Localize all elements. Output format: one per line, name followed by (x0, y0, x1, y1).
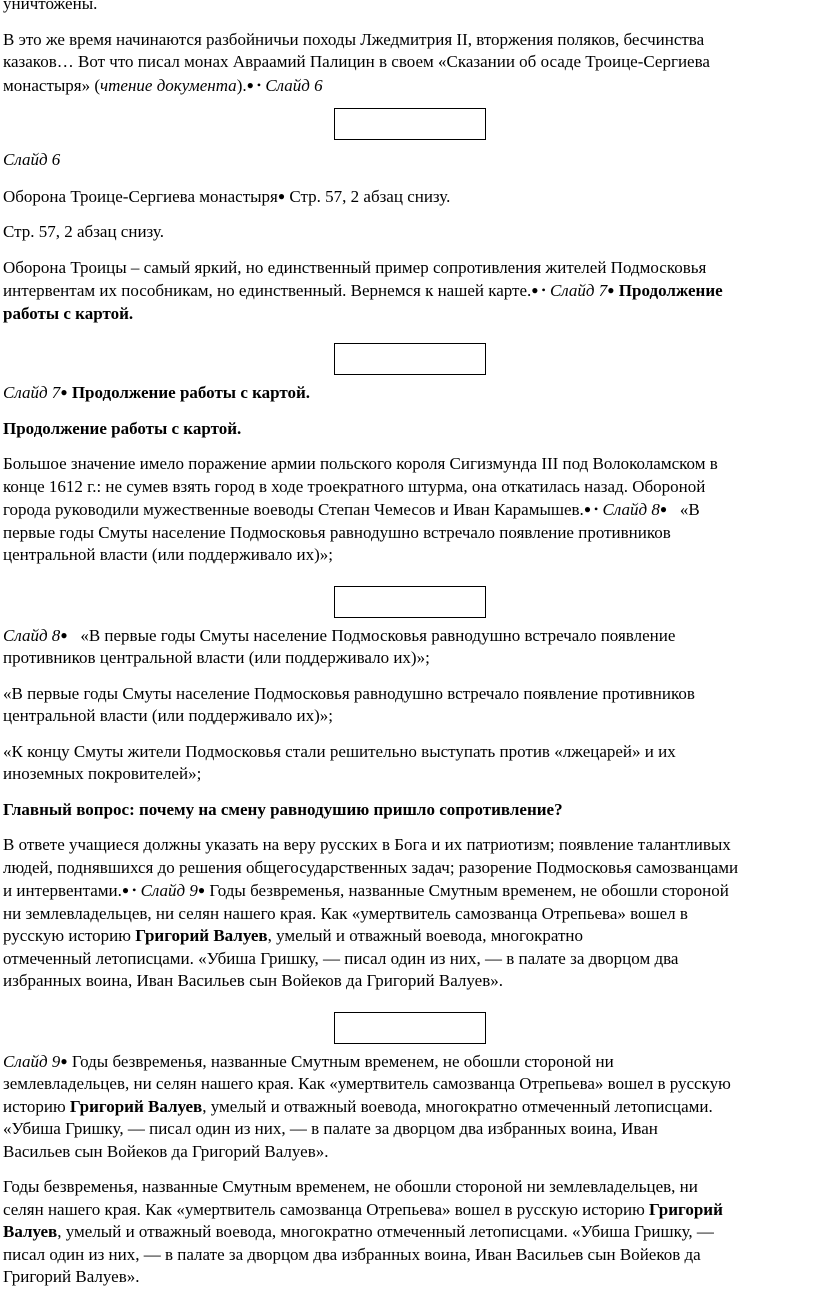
slide-placeholder-box (334, 586, 486, 618)
text-line: центральной власти (или поддерживало их)»; (3, 545, 334, 564)
bold-text: Продолжение (618, 281, 723, 300)
paragraph-answer (3, 834, 804, 993)
text-line: и интервентами. (3, 881, 122, 900)
text-line: «Убиша Гришку, — писал один из них, — в палате за дворцом два избранных воина, Иван (3, 1119, 658, 1138)
slide-label: Слайд 7 (3, 383, 61, 402)
paragraph-page-ref (3, 221, 804, 244)
text-line: ни землевладельцев, ни селян нашего края. Как «умертвитель самозванца Отрепьева» вошел в (3, 903, 688, 923)
slide-label: Слайд 9 (140, 881, 198, 900)
slide-placeholder-box (334, 1012, 486, 1044)
text-line: монастыря» ( (3, 75, 101, 95)
bold-text: Григорий (649, 1199, 723, 1219)
bullet-icon: ● • (531, 283, 546, 297)
text-line: Григорий Валуев». (3, 1267, 140, 1286)
bold-text: Валуев (3, 1222, 58, 1241)
italic-note: чтение документа (100, 75, 237, 95)
text-line: людей, поднявшихся до решения общегосударственных задач; разорение Подмосковья самозванцами (3, 857, 739, 877)
paragraph-map-heading (3, 418, 804, 441)
text-line: Стр. 57, 2 абзац снизу. (289, 186, 451, 206)
bold-text: Григорий Валуев (69, 1096, 203, 1116)
bullet-icon: ● • (121, 883, 137, 897)
text-line: , умелый и отважный воевода, многократно (267, 926, 583, 945)
bullet-icon: ● • (583, 502, 599, 516)
text-line: «К концу Смуты жители Подмосковья стали решительно выступать против «лжецарей» и их (3, 741, 676, 761)
text-line: Годы безвременья, названные Смутным временем, не обошли стороной (209, 881, 729, 900)
text-line: первые годы Смуты население Подмосковья равнодушно встречало появление противников (3, 522, 671, 542)
bold-text: Продолжение работы с картой. (3, 418, 242, 438)
text-line: В это же время начинаются разбойничьи походы Лжедмитрия II, вторжения поляков, бесчинства (3, 29, 705, 49)
text-line: интервентам их пособникам, но единственный. Вернемся к нашей карте. (3, 281, 532, 300)
text-line: Васильев сын Войеков да Григорий Валуев». (3, 1141, 329, 1161)
text-line: «В первые годы Смуты население Подмосковья равнодушно встречало появление (80, 625, 676, 645)
slide-9-paragraph (3, 1050, 804, 1164)
text-line: Большое значение имело поражение армии польского короля Сигизмунда III под Волоколамском в (3, 454, 718, 473)
text-line: , умелый и отважный воевода, многократно отмеченный летописцами. (202, 1096, 713, 1116)
text-line: центральной власти (или поддерживало их)»; (3, 706, 334, 725)
paragraph-volokolamsk (3, 453, 804, 567)
slide-label: Слайд 8 (3, 625, 61, 645)
slide-label: Слайд 6 (265, 75, 323, 95)
paragraph-intro-end (3, 0, 804, 16)
bullet-icon: ● (607, 283, 615, 297)
paragraph-trinity (3, 257, 804, 326)
bullet-icon: ● (277, 188, 286, 203)
text-line: «В (679, 500, 700, 519)
bullet-icon: ● (197, 883, 206, 897)
bullet-icon: ● (60, 627, 68, 642)
text-line: «В первые годы Смуты население Подмосковья равнодушно встречало появление противников (3, 683, 695, 703)
text-line: Годы безвременья, названные Смутным временем, не обошли стороной ни землевладельцев, ни (3, 1177, 698, 1196)
text-line: города руководили мужественные воеводы Степан Чемесов и Иван Карамышев. (3, 500, 584, 519)
bullet-icon: ● (60, 1053, 68, 1068)
text-line: ). (236, 75, 247, 95)
slide-8-paragraph (3, 624, 804, 670)
bold-text: работы с картой. (3, 303, 134, 323)
slide-label: Слайд 6 (3, 150, 61, 169)
text-line: иноземных покровителей»; (3, 764, 202, 783)
text-line: В ответе учащиеся должны указать на веру русских в Бога и их патриотизм; появление талантливых (3, 835, 731, 854)
slide-placeholder-box (334, 343, 486, 375)
bold-text: Продолжение работы с картой. (71, 383, 311, 402)
text-line: Оборона Троице-Сергиева монастыря (3, 186, 278, 206)
text-line: землевладельцев, ни селян нашего края. Как «умертвитель самозванца Отрепьева» вошел в русскую (3, 1074, 731, 1093)
text-line: избранных воина, Иван Васильев сын Войеков да Григорий Валуев». (3, 971, 503, 990)
slide-label: Слайд 8 (602, 500, 660, 519)
slide-7-heading (3, 381, 804, 405)
text-line: писал один из них, — в палате за дворцом два избранных воина, Иван Васильев сын Войеков да (3, 1244, 701, 1264)
bold-text: Главный вопрос: почему на смену равнодушию пришло сопротивление? (3, 799, 563, 819)
slide-label: Слайд 7 (549, 281, 608, 300)
text-line: казаков… Вот что писал монах Авраамий Палицин в своем «Сказании об осаде Троице-Сергиева (3, 52, 710, 71)
text-line: Годы безвременья, названные Смутным временем, не обошли стороной ни (71, 1051, 614, 1071)
slide-placeholder-box (334, 108, 486, 140)
paragraph-quote-early (3, 683, 804, 728)
text-line: селян нашего края. Как «умертвитель самозванца Отрепьева» вошел в русскую историю (3, 1199, 650, 1219)
text-line: конце 1612 г.: не сумев взять город в ходе троекратного штурма, она откатилась назад. Обороной (3, 476, 706, 496)
paragraph-defense (3, 185, 804, 209)
slide-6-heading (3, 149, 804, 172)
paragraph-quote-late (3, 741, 804, 786)
paragraph-valuev (3, 1176, 804, 1289)
text-line: , умелый и отважный воевода, многократно отмеченный летописцами. «Убиша Гришку, — (57, 1222, 714, 1241)
bullet-icon: ● (60, 385, 68, 399)
main-question (3, 799, 804, 822)
text-line: русскую историю (3, 926, 136, 945)
text-line: противников центральной власти (или поддерживало их)»; (3, 648, 430, 667)
text-line: историю (3, 1096, 70, 1116)
bullet-icon: ● • (246, 77, 262, 92)
text-line: отмеченный летописцами. «Убиша Гришку, — писал один из них, — в палате за дворцом два (3, 948, 679, 968)
text-line: Стр. 57, 2 абзац снизу. (3, 222, 164, 241)
paragraph-raids (3, 29, 804, 98)
text-line: уничтожены. (3, 0, 98, 13)
bold-text: Григорий Валуев (135, 926, 268, 945)
text-line: Оборона Троицы – самый яркий, но единственный пример сопротивления жителей Подмосковья (3, 257, 707, 277)
bullet-icon: ● (659, 502, 668, 516)
slide-label: Слайд 9 (3, 1051, 61, 1071)
